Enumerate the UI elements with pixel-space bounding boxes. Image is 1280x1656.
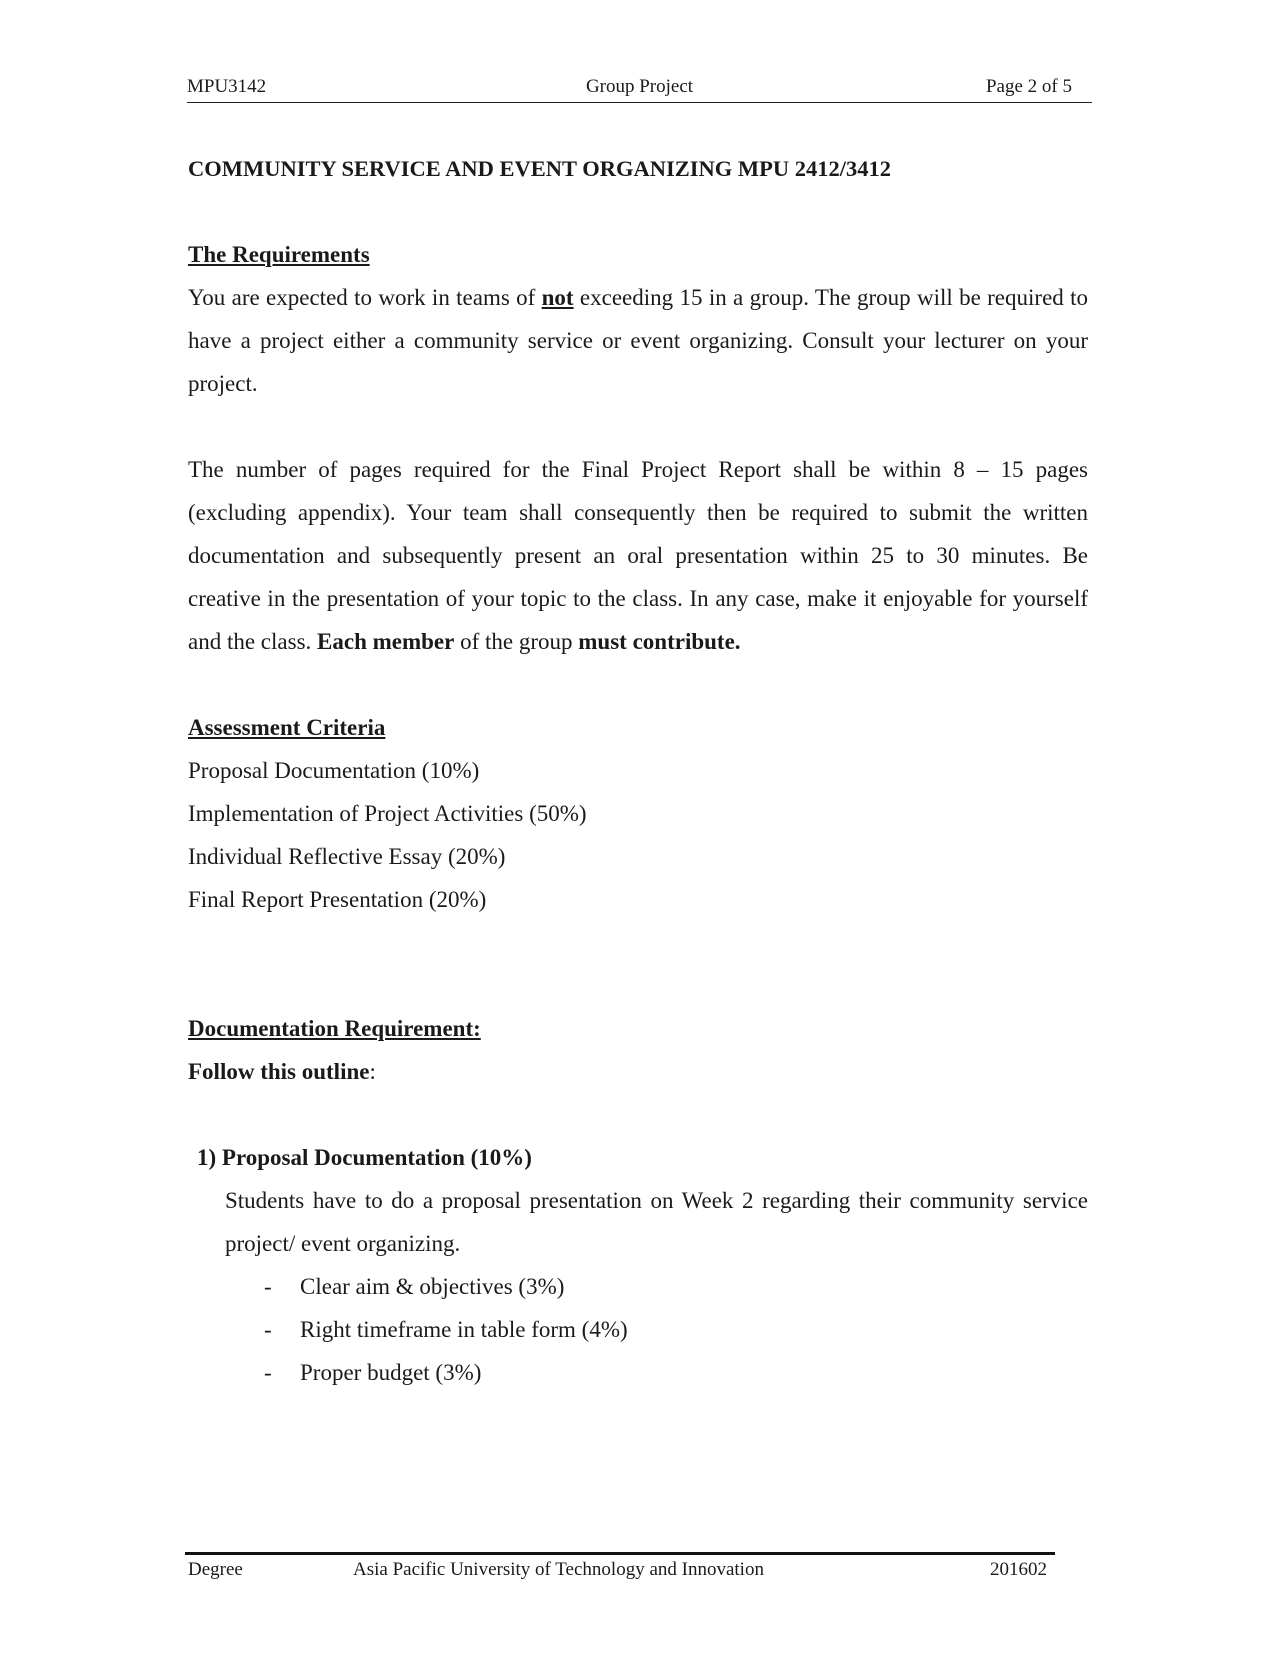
outline-colon: : xyxy=(369,1059,376,1084)
document-body xyxy=(188,140,1088,1394)
bullet-text: Proper budget (3%) xyxy=(300,1360,482,1385)
req-p2-bold-1: Each member xyxy=(317,629,455,654)
list-item xyxy=(188,1265,1088,1308)
bullet-text: Clear aim & objectives (3%) xyxy=(300,1274,565,1299)
requirements-paragraph-2 xyxy=(188,448,1088,663)
header-page-number: Page 2 of 5 xyxy=(985,76,1072,97)
assessment-item: Final Report Presentation (20%) xyxy=(188,887,487,912)
assessment-item: Individual Reflective Essay (20%) xyxy=(188,844,506,869)
footer-university: Asia Pacific University of Technology and Innovation xyxy=(353,1559,764,1580)
assessment-item: Proposal Documentation (10%) xyxy=(188,758,480,783)
page-footer xyxy=(185,1552,1055,1589)
header-doc-type: Group Project xyxy=(585,76,694,97)
documentation-heading: Documentation Requirement: xyxy=(188,1016,481,1041)
bullet-dash: - xyxy=(264,1360,272,1385)
requirements-heading: The Requirements xyxy=(188,242,370,267)
footer-code: 201602 xyxy=(990,1559,1047,1580)
list-item xyxy=(188,1308,1088,1351)
footer-degree: Degree xyxy=(188,1559,243,1580)
page-header xyxy=(187,74,1092,103)
assessment-heading: Assessment Criteria xyxy=(188,715,386,740)
req-p2-mid: of the group xyxy=(454,629,579,654)
req-p1-after: exceeding 15 in a group. The group will be required to have a project either a community service or event organizing. Consult your lecturer on your project. xyxy=(188,285,1088,396)
outline-instruction xyxy=(188,1050,1088,1093)
proposal-heading: 1) Proposal Documentation (10%) xyxy=(197,1145,532,1170)
outline-bold: Follow this outline xyxy=(188,1059,370,1084)
req-p2-main: The number of pages required for the Final Project Report shall be within 8 – 15 pages (excluding appendix). Your team shall consequently then be required to submit the written documentation and subsequently present an oral presentation within 25 to 30 minutes. Be creative in the presentation of your topic to the class. In any case, make it enjoyable for yourself and the class. xyxy=(188,457,1088,654)
bullet-dash: - xyxy=(264,1274,272,1299)
header-course-code: MPU3142 xyxy=(187,76,267,97)
requirements-paragraph-1 xyxy=(188,276,1088,405)
req-p2-bold-2: must contribute. xyxy=(578,629,741,654)
req-p1-before: You are expected to work in teams of xyxy=(188,285,542,310)
bullet-text: Right timeframe in table form (4%) xyxy=(300,1317,628,1342)
list-item xyxy=(188,1351,1088,1394)
proposal-body: Students have to do a proposal presentation on Week 2 regarding their community service project/ event organizing. xyxy=(225,1188,1088,1256)
bullet-dash: - xyxy=(264,1317,272,1342)
req-p1-emphasis: not xyxy=(541,285,574,310)
assessment-item: Implementation of Project Activities (50%) xyxy=(188,801,587,826)
document-title: COMMUNITY SERVICE AND EVENT ORGANIZING MPU 2412/3412 xyxy=(188,156,892,181)
